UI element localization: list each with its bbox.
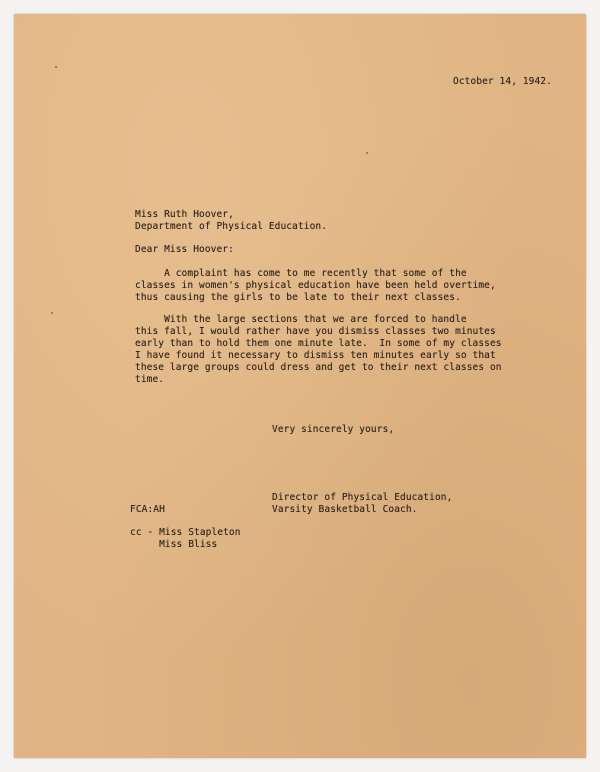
letter-sheet — [14, 14, 586, 758]
signature-title-line: Director of Physical Education, — [272, 492, 453, 503]
typist-initials: FCA:AH — [130, 504, 165, 515]
body-paragraph-2-line: I have found it necessary to dismiss ten minutes early so that — [135, 350, 496, 361]
signature-title-line: Varsity Basketball Coach. — [272, 504, 418, 515]
body-paragraph-2-line: these large groups could dress and get to their next classes on — [135, 362, 502, 373]
paper-speck — [366, 152, 368, 154]
closing: Very sincerely yours, — [272, 424, 395, 435]
body-paragraph-1-line: thus causing the girls to be late to their next classes. — [135, 292, 461, 303]
paper-speck — [51, 312, 53, 314]
paper-speck — [55, 66, 57, 68]
body-paragraph-2-line: With the large sections that we are forced to handle — [135, 314, 467, 325]
body-paragraph-2-line: this fall, I would rather have you dismiss classes two minutes — [135, 326, 496, 337]
letter-date: October 14, 1942. — [453, 76, 552, 87]
body-paragraph-1-line: classes in women's physical education have been held overtime, — [135, 280, 496, 291]
recipient-department: Department of Physical Education. — [135, 221, 328, 232]
cc-line: cc - Miss Stapleton — [130, 527, 241, 538]
salutation: Dear Miss Hoover: — [135, 244, 234, 255]
cc-line: Miss Bliss — [130, 539, 218, 550]
recipient-name: Miss Ruth Hoover, — [135, 209, 234, 220]
body-paragraph-1-line: A complaint has come to me recently that some of the — [135, 268, 467, 279]
body-paragraph-2-line: time. — [135, 374, 165, 385]
body-paragraph-2-line: early than to hold them one minute late. In some of my classes — [135, 338, 502, 349]
